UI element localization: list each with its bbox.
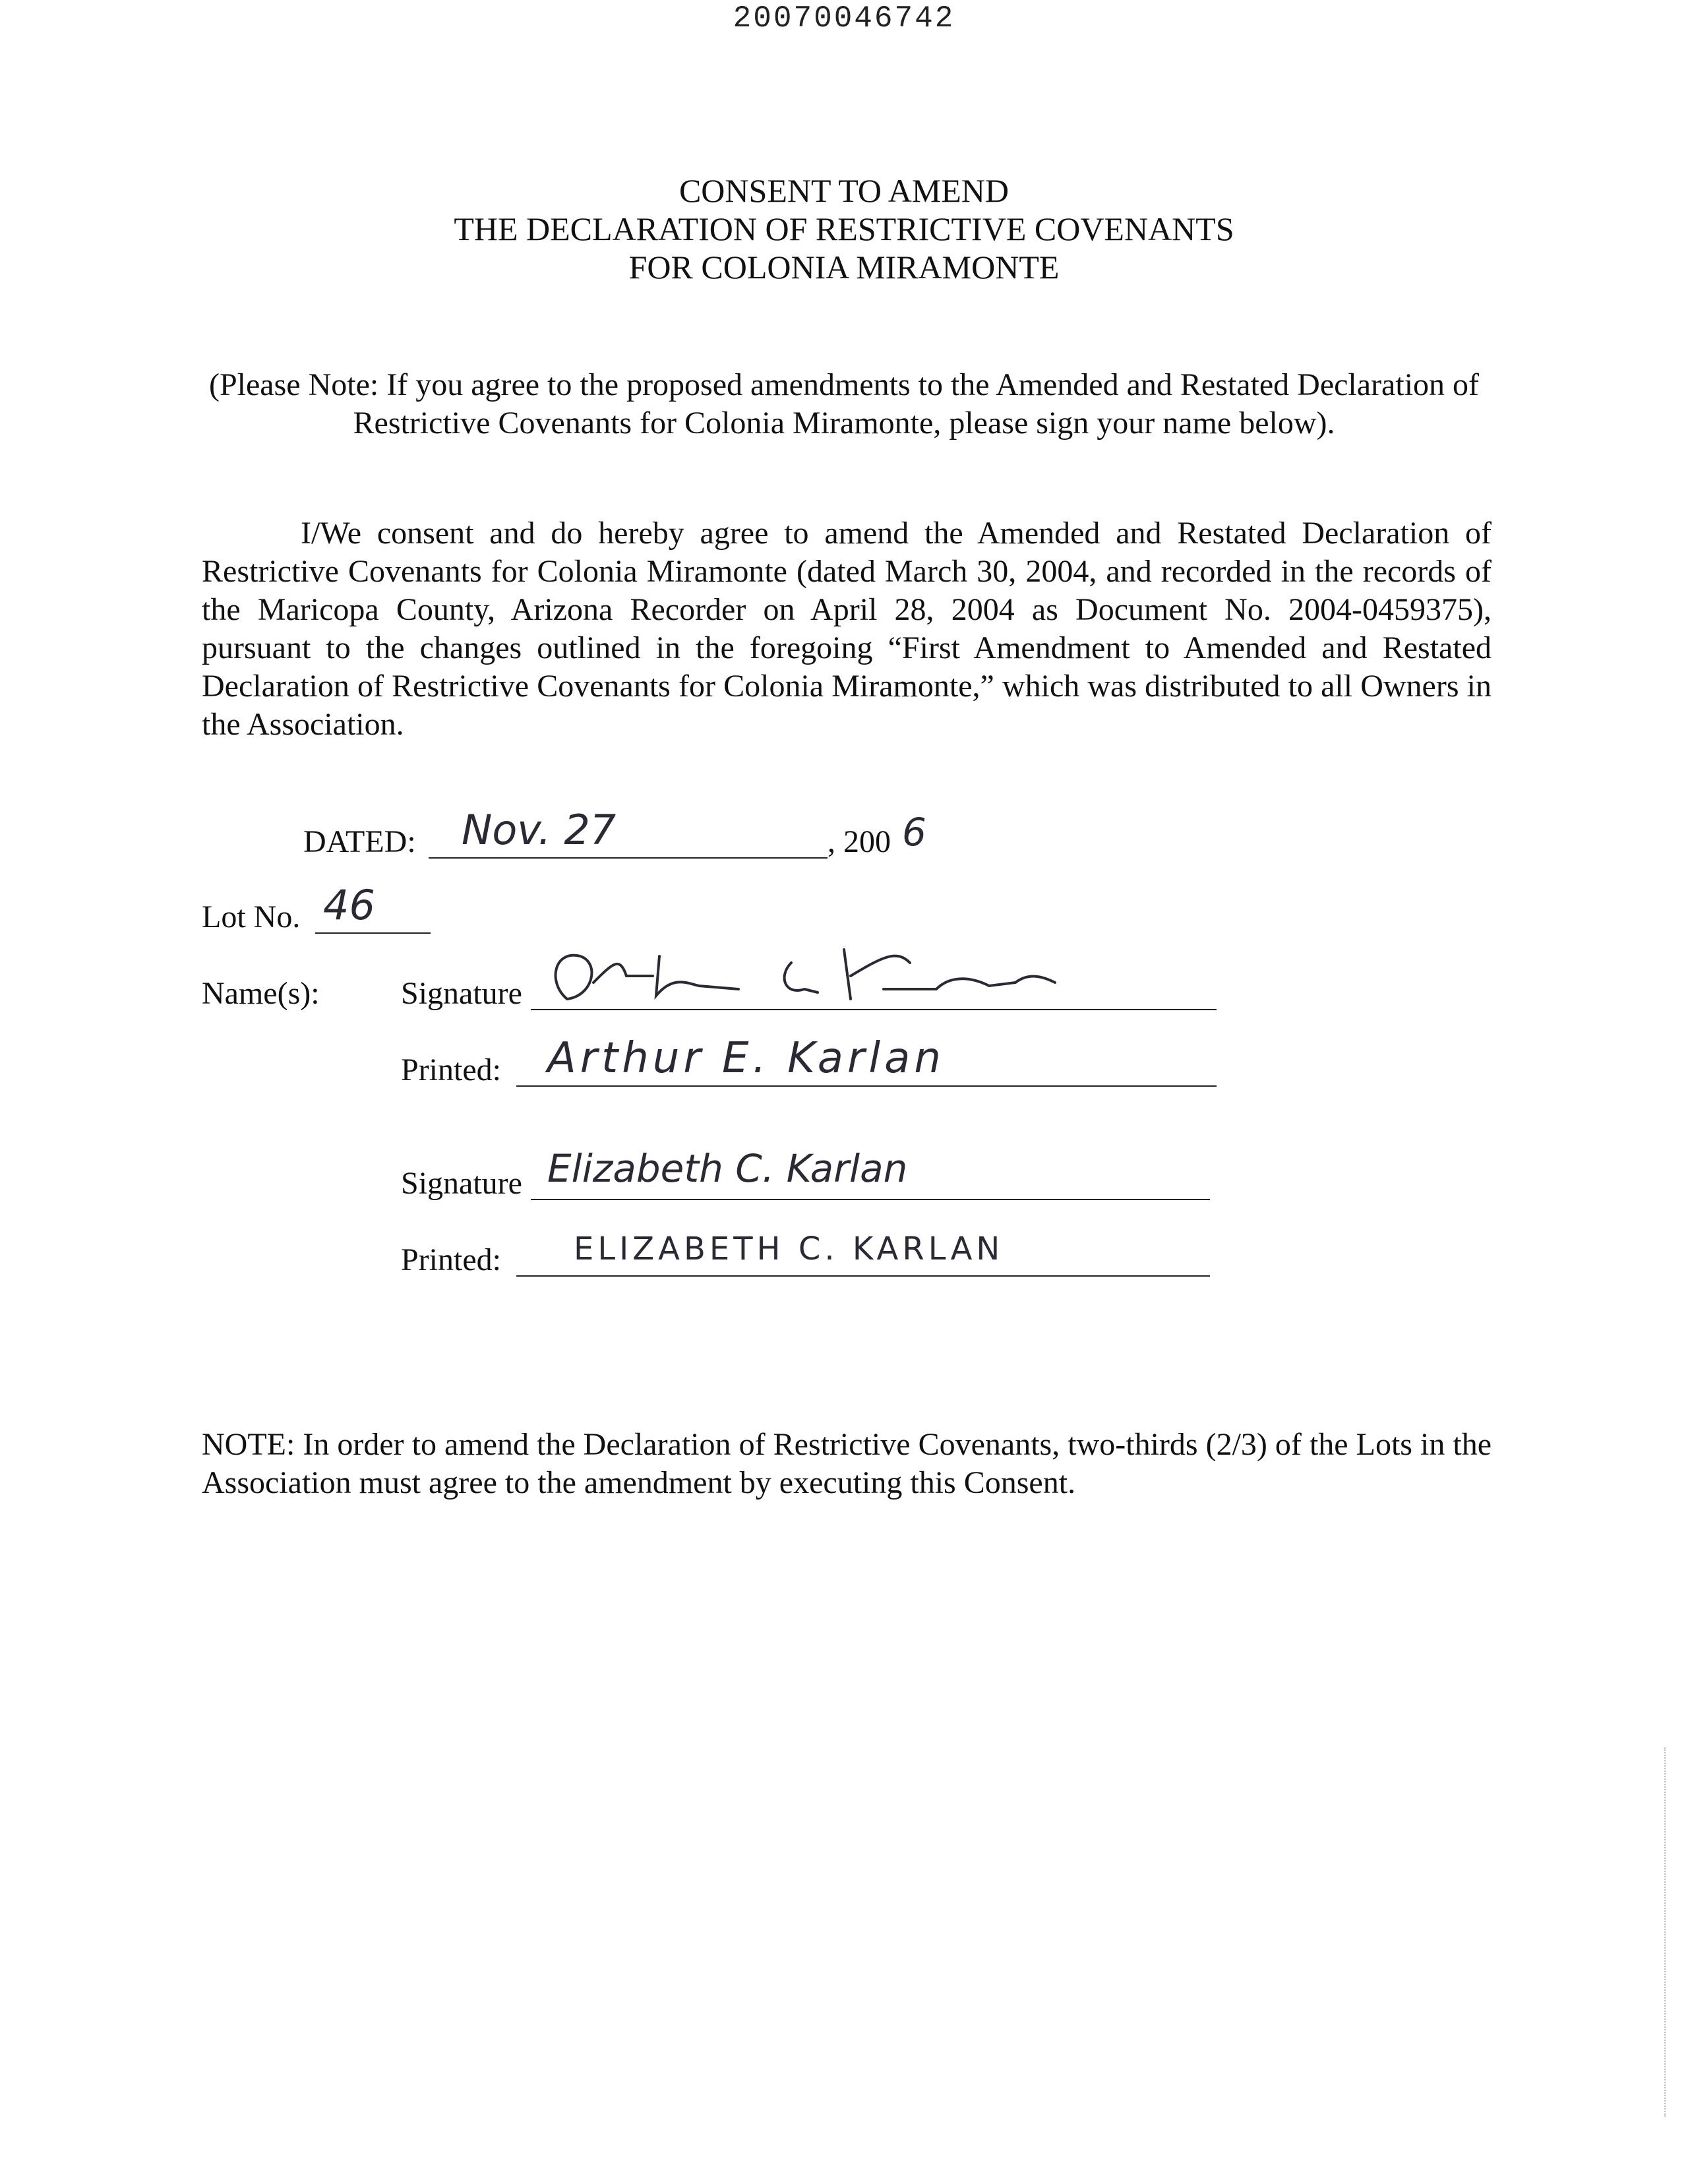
signature-label-1: Signature xyxy=(401,976,522,1011)
signature-scrawl-1 xyxy=(541,936,1174,1016)
signature-2: Elizabeth C. Karlan xyxy=(547,1146,908,1191)
lot-underline xyxy=(315,932,431,934)
handwritten-lot-number: 46 xyxy=(323,881,375,929)
signature-label-2: Signature xyxy=(401,1166,522,1201)
names-label: Name(s): xyxy=(202,976,320,1011)
printed-name-2: ELIZABETH C. KARLAN xyxy=(574,1230,1004,1267)
date-underline xyxy=(429,857,828,859)
document-title xyxy=(0,171,1688,286)
title-line-1: CONSENT TO AMEND xyxy=(678,172,1010,209)
printed-label-2: Printed: xyxy=(401,1242,501,1277)
printed-underline-2 xyxy=(516,1275,1210,1277)
consent-paragraph: I/We consent and do hereby agree to amend the Amended and Restated Declaration of Restrictive Covenants for Colonia Miramonte (dated March 30, 2004, and recorded in the records of the Maricopa County, Arizona Recorder on April 28, 2004 as Document No. 2004-0459375), pursuant to the changes outlined in the foregoing “First Amendment to Amended and Restated Declaration of Restrictive Covenants for Colonia Miramonte,” which was distributed to all Owners in the Association. xyxy=(202,516,1492,742)
year-prefix: , 200 xyxy=(828,824,891,859)
handwritten-year-digit: 6 xyxy=(902,810,926,855)
amendment-requirement-note: NOTE: In order to amend the Declaration of Restrictive Covenants, two-thirds (2/3) of the Lots in the Association must agree to the amendment by executing this Consent. xyxy=(202,1427,1492,1500)
instruction-note: (Please Note: If you agree to the proposed amendments to the Amended and Restated Declaration of Restrictive Covenants for Colonia Miramonte, please sign your name below). xyxy=(208,367,1480,440)
document-number: 20070046742 xyxy=(733,1,955,36)
signature-underline-2 xyxy=(531,1199,1210,1200)
scan-edge-artifact xyxy=(1664,1747,1668,2117)
title-line-3: FOR COLONIA MIRAMONTE xyxy=(628,249,1060,286)
dated-label: DATED: xyxy=(303,824,416,859)
title-line-2: THE DECLARATION OF RESTRICTIVE COVENANTS xyxy=(454,210,1234,247)
handwritten-date: Nov. 27 xyxy=(462,806,617,854)
printed-label-1: Printed: xyxy=(401,1052,501,1087)
printed-underline-1 xyxy=(516,1085,1217,1087)
lot-label: Lot No. xyxy=(202,899,301,934)
printed-name-1: Arthur E. Karlan xyxy=(547,1034,945,1083)
